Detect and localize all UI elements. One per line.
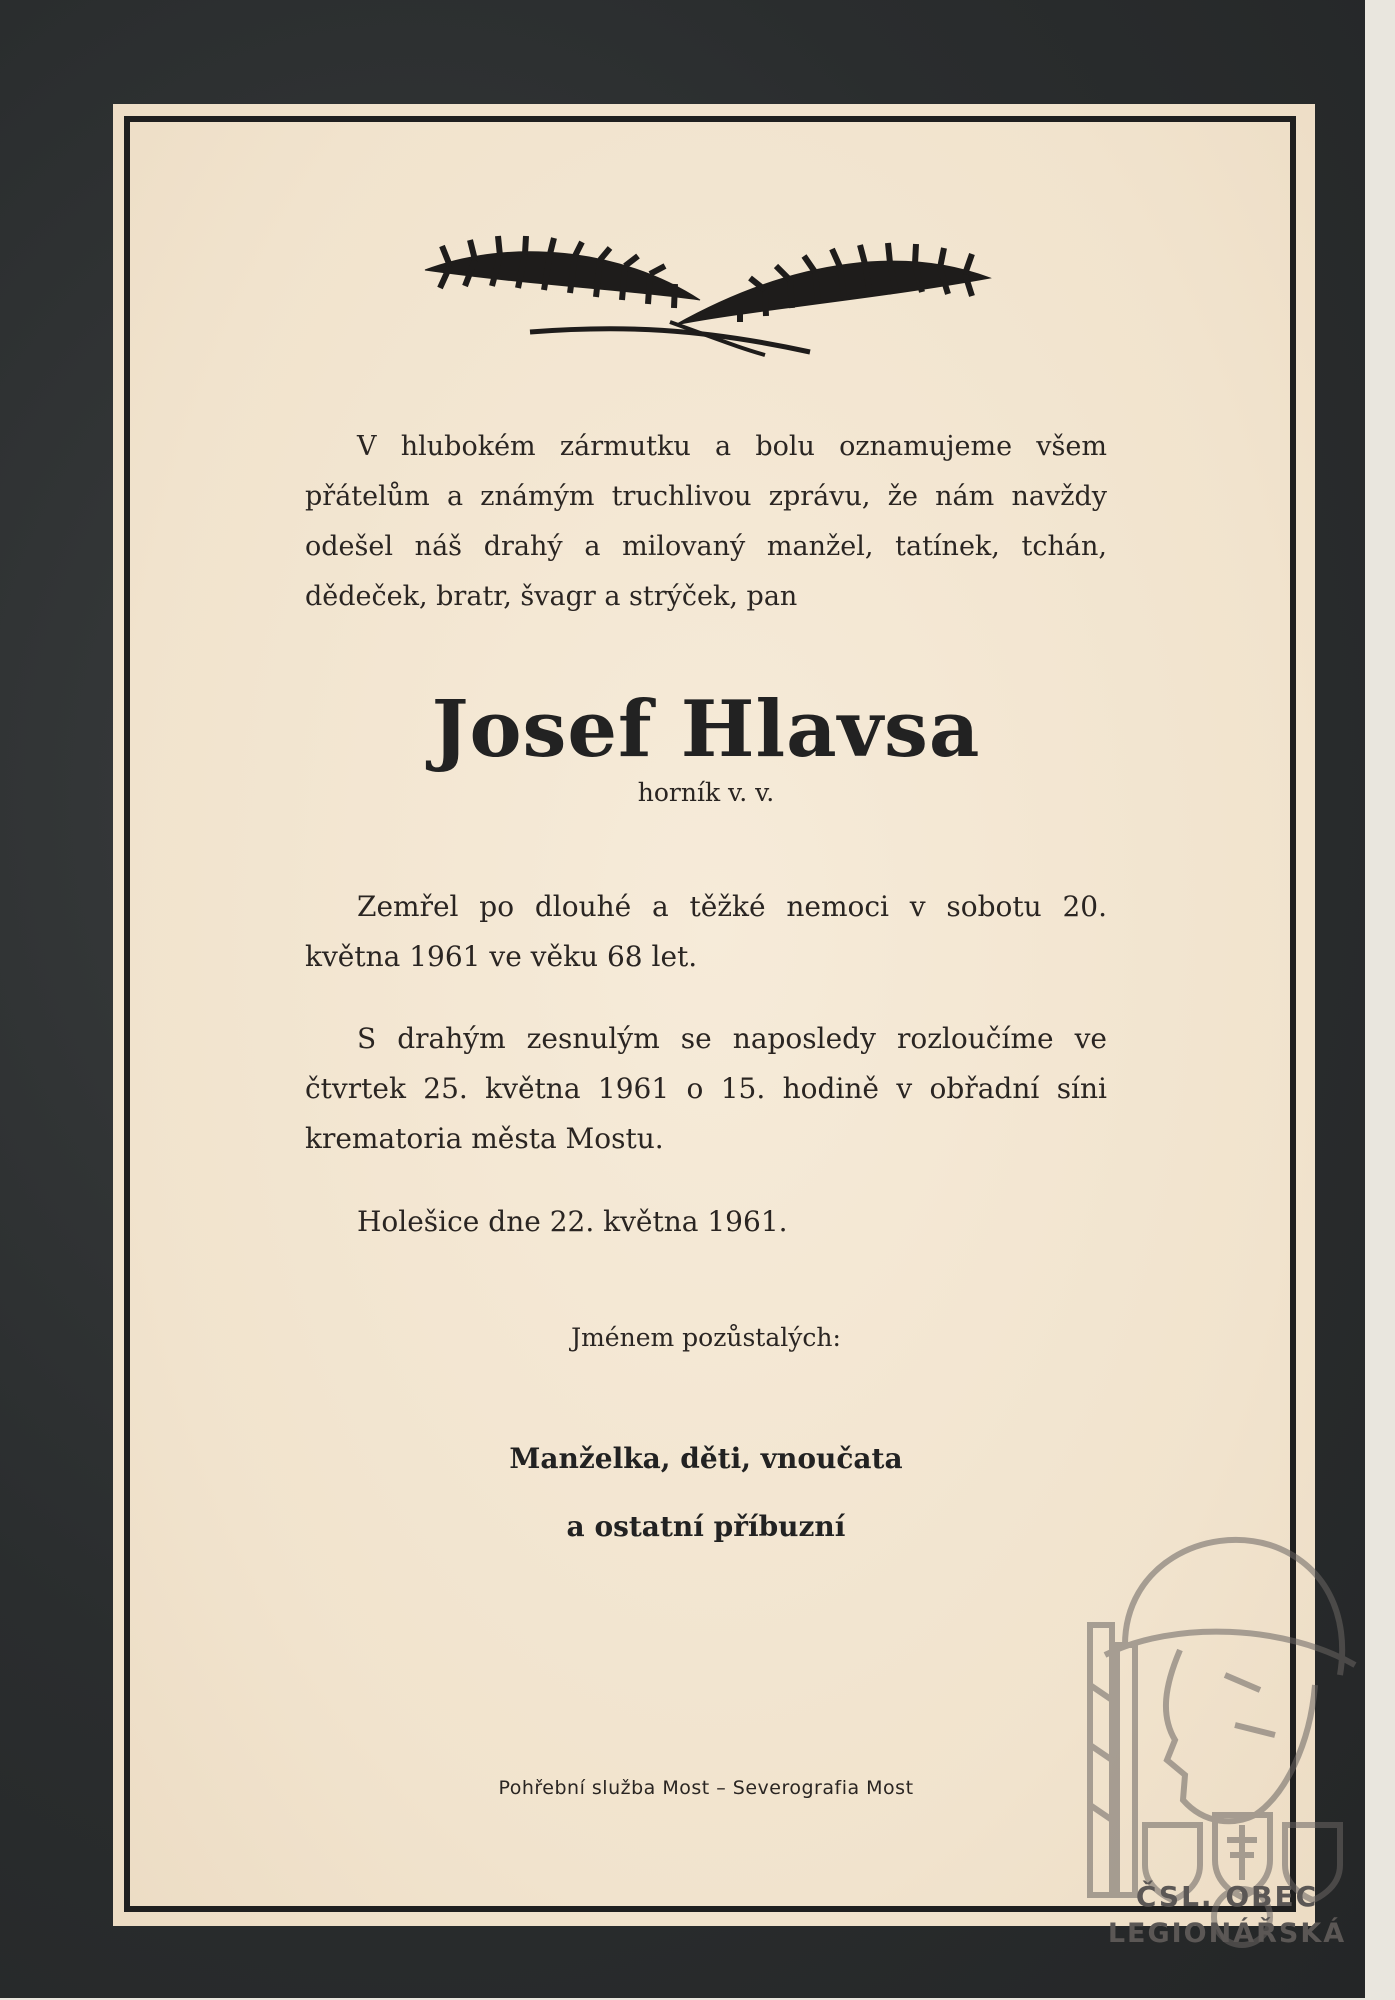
on-behalf-label: Jménem pozůstalých:: [571, 1323, 841, 1352]
watermark-line-1: ČSL. OBEC: [1135, 1880, 1319, 1913]
death-notice: Zemřel po dlouhé a těžké nemoci v sobotu 20. května 1961 ve věku 68 let.: [305, 890, 1107, 973]
signers-line-1: Manželka, děti, vnoučata: [509, 1442, 903, 1475]
printer-credit: Pohřební služba Most – Severografia Most: [498, 1777, 914, 1799]
signers-line-2: a ostatní příbuzní: [566, 1510, 846, 1543]
deceased-name: Josef Hlavsa: [431, 684, 981, 775]
funeral-notice: S drahým zesnulým se naposledy rozloučíme ve čtvrtek 25. května 1961 o 15. hodině v obřadní síni krematoria města Mostu.: [305, 1022, 1107, 1155]
palm-branches-icon: [420, 230, 995, 370]
announcement-text: V hlubokém zármutku a bolu oznamujeme všem přátelům a známým truchlivou zprávu, že nám navždy odešel náš drahý a milovaný manžel, tatínek, tchán, dědeček, bratr, švagr a strýček, pan: [305, 431, 1107, 612]
signers: [305, 1425, 1107, 1561]
watermark-line-2: LEGIONÁŘSKÁ: [1107, 1918, 1347, 1949]
place-date: Holešice dne 22. května 1961.: [357, 1205, 788, 1238]
occupation: horník v. v.: [637, 778, 775, 807]
